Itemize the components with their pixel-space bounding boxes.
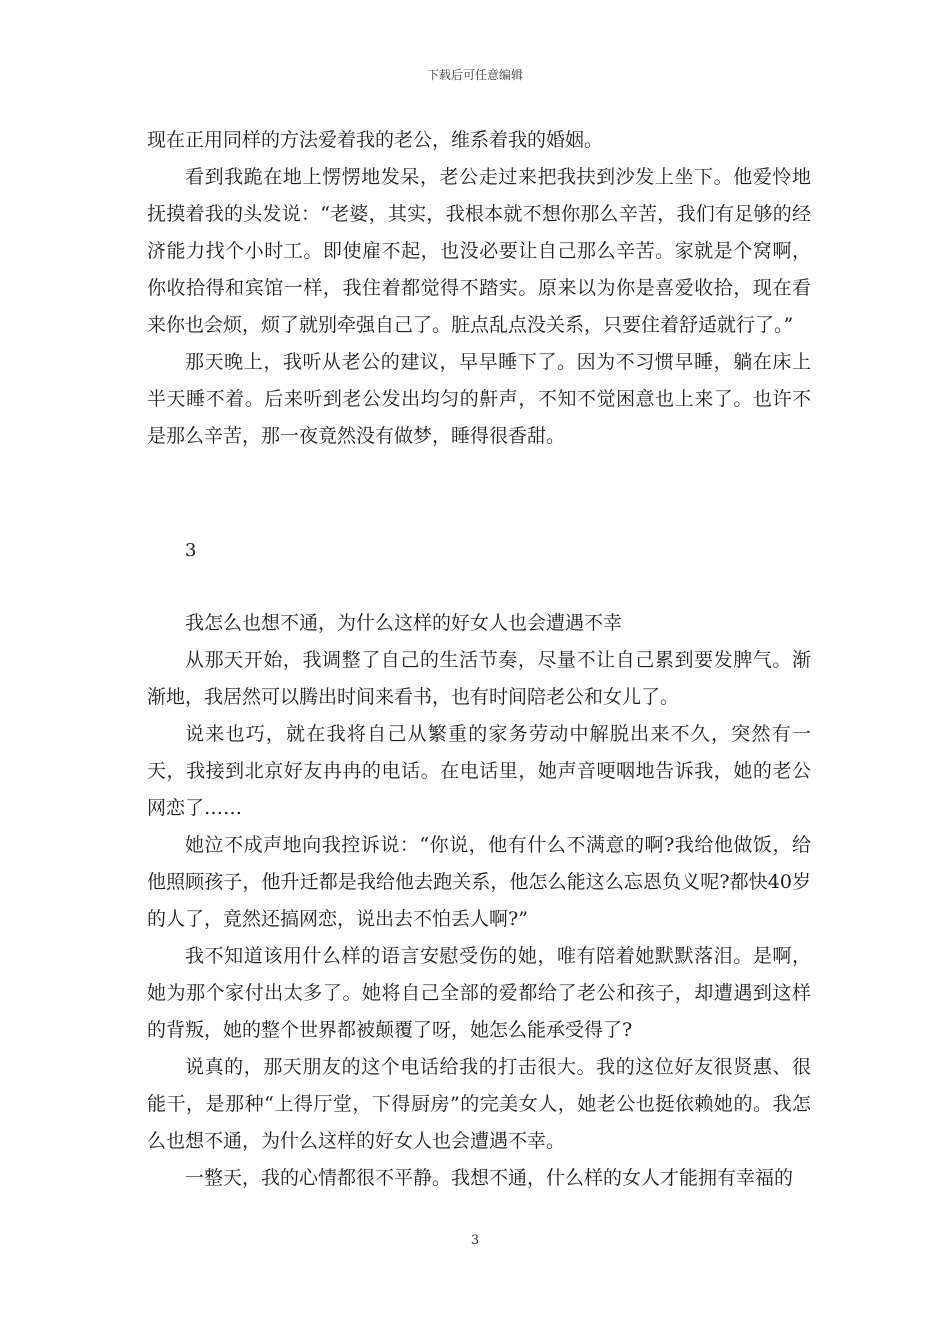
section-b-text [147, 605, 811, 1197]
paragraph: 说来也巧，就在我将自己从繁重的家务劳动中解脱出来不久，突然有一天，我接到北京好友冉冉的电话。在电话里，她声音哽咽地告诉我，她的老公网恋了…… [147, 723, 811, 819]
page-header: 下载后可任意编辑 [426, 68, 523, 82]
paragraph: 说真的，那天朋友的这个电话给我的打击很大。我的这位好友很贤惠、很能干，是那种“上得厅堂，下得厨房”的完美女人，她老公也挺依赖她的。我怎么也想不通，为什么这样的好女人也会遭遇不幸。 [147, 1056, 811, 1152]
section-subtitle: 我怎么也想不通，为什么这样的好女人也会遭遇不幸 [185, 612, 623, 634]
paragraph: 从那天开始，我调整了自己的生活节奏，尽量不让自己累到要发脾气。渐渐地，我居然可以腾出时间来看书，也有时间陪老公和女儿了。 [147, 649, 811, 708]
paragraph: 一整天，我的心情都很不平静。我想不通，什么样的女人才能拥有幸福的 [185, 1167, 794, 1189]
paragraph-continuation: 现在正用同样的方法爱着我的老公，维系着我的婚姻。 [147, 129, 604, 151]
paragraph: 看到我跪在地上愣愣地发呆，老公走过来把我扶到沙发上坐下。他爱怜地抚摸着我的头发说：“老婆，其实，我根本就不想你那么辛苦，我们有足够的经济能力找个小时工。即使雇不起，也没必要让自己那么辛苦。家就是个窝啊，你收拾得和宾馆一样，我住着都觉得不踏实。原来以为你是喜爱收拾，现在看来你也会烦，烦了就别牵强自己了。脏点乱点没关系，只要住着舒适就行了。” [147, 166, 811, 336]
page-number: 3 [470, 1233, 480, 1248]
paragraph: 我不知道该用什么样的语言安慰受伤的她，唯有陪着她默默落泪。是啊，她为那个家付出太多了。她将自己全部的爱都给了老公和孩子，却遭遇到这样的背叛，她的整个世界都被颠覆了呀，她怎么能承受得了? [147, 945, 811, 1041]
paragraph: 她泣不成声地向我控诉说：“你说，他有什么不满意的啊?我给他做饭，给他照顾孩子，他升迁都是我给他去跑关系，他怎么能这么忘恩负义呢?都快40岁的人了，竟然还搞网恋，说出去不怕丢人啊?” [147, 834, 811, 930]
section-number: 3 [185, 540, 197, 561]
section-a-text [147, 122, 811, 455]
paragraph: 那天晚上，我听从老公的建议，早早睡下了。因为不习惯早睡，躺在床上半天睡不着。后来听到老公发出均匀的鼾声，不知不觉困意也上来了。也许不是那么辛苦，那一夜竟然没有做梦，睡得很香甜。 [147, 351, 811, 447]
